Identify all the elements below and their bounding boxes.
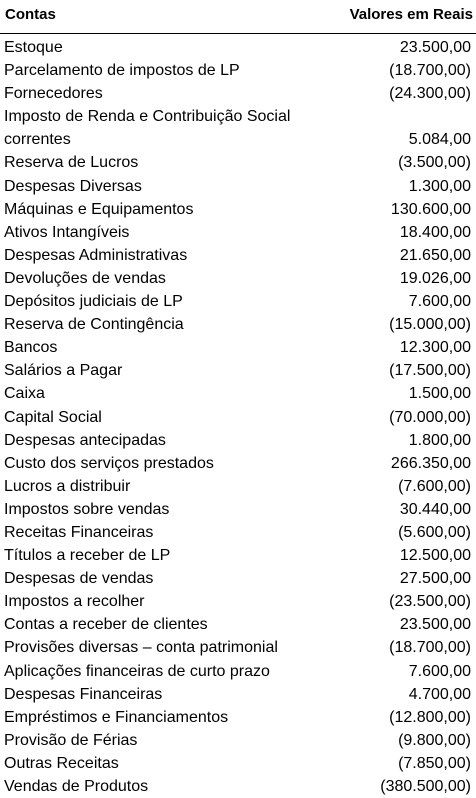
account-value: (17.500,00)	[389, 362, 471, 380]
account-value: (7.850,00)	[398, 754, 471, 772]
table-row	[0, 382, 476, 405]
account-name: Impostos a recolher	[4, 593, 145, 611]
table-row	[0, 498, 476, 521]
account-value: 5.084,00	[408, 131, 471, 149]
account-name: Outras Receitas	[4, 754, 119, 772]
account-name: Despesas de vendas	[4, 570, 154, 588]
account-name: Máquinas e Equipamentos	[4, 200, 194, 218]
table-row	[0, 82, 476, 105]
table-row	[0, 567, 476, 590]
account-value: (18.700,00)	[389, 62, 471, 80]
account-name: Despesas antecipadas	[4, 431, 166, 449]
table-row	[0, 406, 476, 429]
account-name: Despesas Administrativas	[4, 246, 188, 264]
table-row	[0, 590, 476, 613]
table-row	[0, 729, 476, 752]
account-value: 18.400,00	[399, 223, 471, 241]
account-name: Títulos a receber de LP	[4, 547, 171, 565]
table-row	[0, 429, 476, 452]
table-row	[0, 683, 476, 706]
account-name: Receitas Financeiras	[4, 523, 154, 541]
account-name: Despesas Financeiras	[4, 685, 163, 703]
account-name: Capital Social	[4, 408, 102, 426]
account-name: Provisões diversas – conta patrimonial	[4, 639, 278, 657]
account-value: 1.800,00	[408, 431, 471, 449]
account-name: Reserva de Contingência	[4, 316, 184, 334]
account-value: 266.350,00	[390, 454, 471, 472]
account-name: Depósitos judiciais de LP	[4, 293, 183, 311]
table-row	[0, 660, 476, 683]
table-row	[0, 59, 476, 82]
account-value: (18.700,00)	[389, 639, 471, 657]
table-row	[0, 706, 476, 729]
account-value: 23.500,00	[399, 616, 471, 634]
table-row	[0, 198, 476, 221]
table-row	[0, 544, 476, 567]
table-row	[0, 359, 476, 382]
account-value: 4.700,00	[408, 685, 471, 703]
account-value: 27.500,00	[399, 570, 471, 588]
table-header	[0, 0, 476, 34]
account-name: Salários a Pagar	[4, 362, 123, 380]
account-value: (3.500,00)	[398, 154, 471, 172]
account-name: Estoque	[4, 39, 63, 56]
table-row	[0, 521, 476, 544]
account-value: 7.600,00	[408, 293, 471, 311]
account-value: 12.300,00	[399, 339, 471, 357]
table-row	[0, 36, 476, 59]
account-value: (7.600,00)	[398, 477, 471, 495]
account-value: (70.000,00)	[389, 408, 471, 426]
account-value: (5.600,00)	[398, 523, 471, 541]
table-row	[0, 151, 476, 174]
account-name: Despesas Diversas	[4, 177, 142, 195]
account-name: Custo dos serviços prestados	[4, 454, 214, 472]
account-name: Devoluções de vendas	[4, 269, 166, 287]
account-value: (23.500,00)	[389, 593, 471, 611]
account-name: Bancos	[4, 339, 58, 357]
table-row	[0, 175, 476, 198]
account-value: (15.000,00)	[389, 316, 471, 334]
table-row	[0, 636, 476, 659]
account-value: 1.500,00	[408, 385, 471, 403]
account-name: Provisão de Férias	[4, 731, 138, 749]
account-value: 23.500,00	[399, 39, 471, 56]
table-body	[0, 36, 476, 798]
table-row	[0, 105, 476, 151]
table-row	[0, 221, 476, 244]
account-name: Parcelamento de impostos de LP	[4, 62, 240, 80]
account-value: 30.440,00	[399, 500, 471, 518]
table-row	[0, 244, 476, 267]
account-value: 19.026,00	[399, 269, 471, 287]
account-value: 21.650,00	[399, 246, 471, 264]
table-row	[0, 752, 476, 775]
table-row	[0, 452, 476, 475]
table-row	[0, 613, 476, 636]
account-name: Impostos sobre vendas	[4, 500, 170, 518]
account-value: 7.600,00	[408, 662, 471, 680]
account-value: (9.800,00)	[398, 731, 471, 749]
table-row	[0, 336, 476, 359]
column-header-values: Valores em Reais	[349, 6, 473, 23]
account-name: Imposto de Renda e Contribuição Social correntes	[4, 108, 291, 149]
account-value: 130.600,00	[390, 200, 471, 218]
column-header-accounts: Contas	[5, 6, 56, 23]
table-row	[0, 475, 476, 498]
account-name: Vendas de Produtos	[4, 778, 149, 795]
account-value: (24.300,00)	[389, 85, 471, 103]
account-name: Contas a receber de clientes	[4, 616, 208, 634]
account-value: (380.500,00)	[380, 778, 471, 795]
account-name: Aplicações financeiras de curto prazo	[4, 662, 270, 680]
account-name: Fornecedores	[4, 85, 103, 103]
account-name: Ativos Intangíveis	[4, 223, 130, 241]
table-row	[0, 290, 476, 313]
account-name: Reserva de Lucros	[4, 154, 139, 172]
table-row	[0, 313, 476, 336]
account-value: 12.500,00	[399, 547, 471, 565]
table-row	[0, 267, 476, 290]
account-value: (12.800,00)	[389, 708, 471, 726]
account-value: 1.300,00	[408, 177, 471, 195]
account-name: Empréstimos e Financiamentos	[4, 708, 229, 726]
account-name: Lucros a distribuir	[4, 477, 131, 495]
account-name: Caixa	[4, 385, 45, 403]
